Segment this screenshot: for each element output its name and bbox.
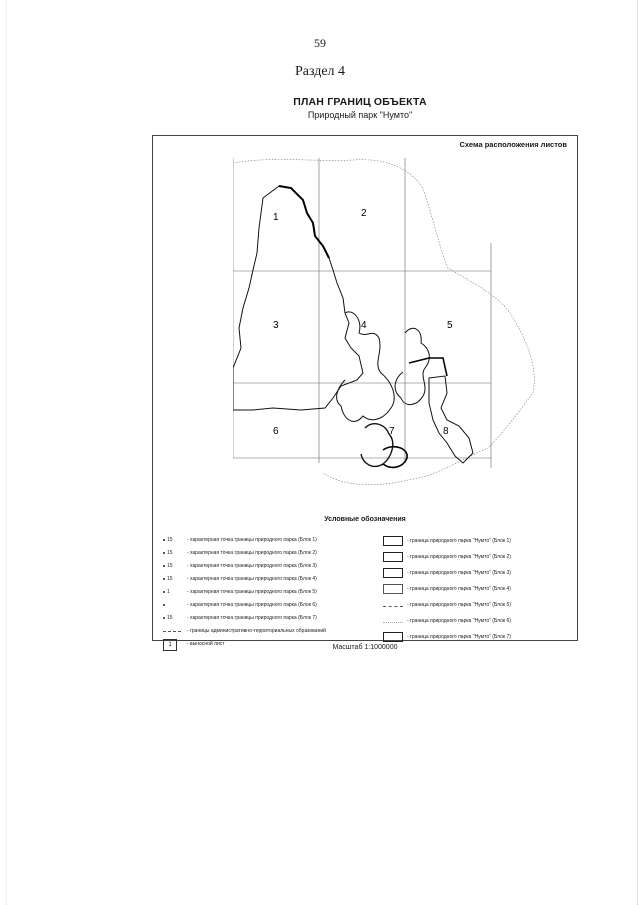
park-boundary-block-3	[361, 424, 393, 467]
park-boundary-thick	[279, 186, 329, 258]
legend-boundary-row	[383, 566, 568, 582]
boundary-swatch	[383, 622, 403, 623]
legend-boundaries	[383, 534, 568, 646]
sheet-label-4: 4	[361, 320, 367, 331]
legend-point-row	[163, 534, 378, 547]
document-subtitle: Природный парк "Нумто"	[307, 110, 413, 120]
legend-boundary-row	[383, 582, 568, 598]
legend-boundary-text: - граница природного парка "Нумто" (Блок 5)	[407, 602, 511, 608]
legend-point-row	[163, 547, 378, 560]
legend-point-row	[163, 573, 378, 586]
legend-point-text: - характерная точка границы природного парка (Блок 5)	[187, 589, 317, 595]
point-marker: 15	[163, 615, 185, 621]
legend-boundary-row	[383, 534, 568, 550]
legend-point-row	[163, 560, 378, 573]
legend-point-text: - характерная точка границы природного парка (Блок 7)	[187, 615, 317, 621]
document-title: ПЛАН ГРАНИЦ ОБЪЕКТА	[293, 96, 427, 108]
boundary-swatch	[383, 568, 403, 578]
admin-line-swatch	[163, 631, 181, 632]
legend-boundary-text: - граница природного парка "Нумто" (Блок 6)	[407, 618, 511, 624]
park-boundary-block-2	[409, 358, 447, 376]
scheme-title: Схема расположения листов	[459, 140, 567, 149]
sheet-label-1: 1	[273, 212, 279, 223]
legend-boundary-text: - граница природного парка "Нумто" (Блок 7)	[407, 634, 511, 640]
park-boundary-block-1	[233, 186, 363, 410]
section-heading: Раздел 4	[294, 64, 346, 79]
legend-boundary-text: - граница природного парка "Нумто" (Блок 4)	[407, 586, 511, 592]
legend-sheet-text: - выносной лист	[187, 641, 225, 647]
legend-boundary-text: - граница природного парка "Нумто" (Блок 1)	[407, 538, 511, 544]
sheet-layout-map	[233, 158, 569, 498]
legend-title: Условные обозначения	[324, 516, 406, 523]
legend-boundary-text: - граница природного парка "Нумто" (Блок 3)	[407, 570, 511, 576]
scan-edge-right	[636, 0, 638, 905]
legend-boundary-row	[383, 614, 568, 630]
point-marker: 15	[163, 537, 185, 543]
legend-point-text: - характерная точка границы природного парка (Блок 3)	[187, 563, 317, 569]
sheet-label-5: 5	[447, 320, 453, 331]
point-marker: 15	[163, 550, 185, 556]
boundary-swatch	[383, 584, 403, 594]
park-boundary-block-7	[429, 376, 473, 463]
sheet-label-8: 8	[443, 426, 449, 437]
scan-edge-left	[6, 0, 8, 905]
park-boundary-block-5	[395, 328, 429, 404]
point-marker: 15	[163, 576, 185, 582]
legend-point-text: - характерная точка границы природного парка (Блок 4)	[187, 576, 317, 582]
sheet-label-3: 3	[273, 320, 279, 331]
legend-boundary-row	[383, 550, 568, 566]
boundary-swatch	[383, 552, 403, 562]
boundary-swatch	[383, 536, 403, 546]
legend-points	[163, 534, 378, 654]
legend-boundary-row	[383, 598, 568, 614]
map-scale: Масштаб 1:1000000	[332, 644, 398, 651]
sheet-swatch: 1	[163, 639, 177, 651]
boundary-swatch	[383, 632, 403, 642]
legend-point-row	[163, 599, 378, 612]
sheet-label-7: 7	[389, 426, 395, 437]
point-marker: 15	[163, 563, 185, 569]
legend-point-text: - характерная точка границы природного парка (Блок 2)	[187, 550, 317, 556]
map-svg	[233, 158, 569, 498]
point-marker	[163, 602, 185, 608]
legend-point-row	[163, 586, 378, 599]
legend-admin-row	[163, 625, 378, 638]
legend-boundary-text: - граница природного парка "Нумто" (Блок 2)	[407, 554, 511, 560]
legend-point-text: - характерная точка границы природного парка (Блок 6)	[187, 602, 317, 608]
point-marker: 1	[163, 589, 185, 595]
sheet-label-6: 6	[273, 426, 279, 437]
sheet-label-2: 2	[361, 208, 367, 219]
legend-point-row	[163, 612, 378, 625]
legend-admin-text: - границы административно-территориальных образований	[187, 628, 326, 634]
sheet-grid	[233, 158, 491, 468]
boundary-swatch	[383, 606, 403, 607]
legend-point-text: - характерная точка границы природного парка (Блок 1)	[187, 537, 317, 543]
park-boundary-block-6	[383, 447, 407, 468]
page-number: 59	[314, 36, 326, 50]
